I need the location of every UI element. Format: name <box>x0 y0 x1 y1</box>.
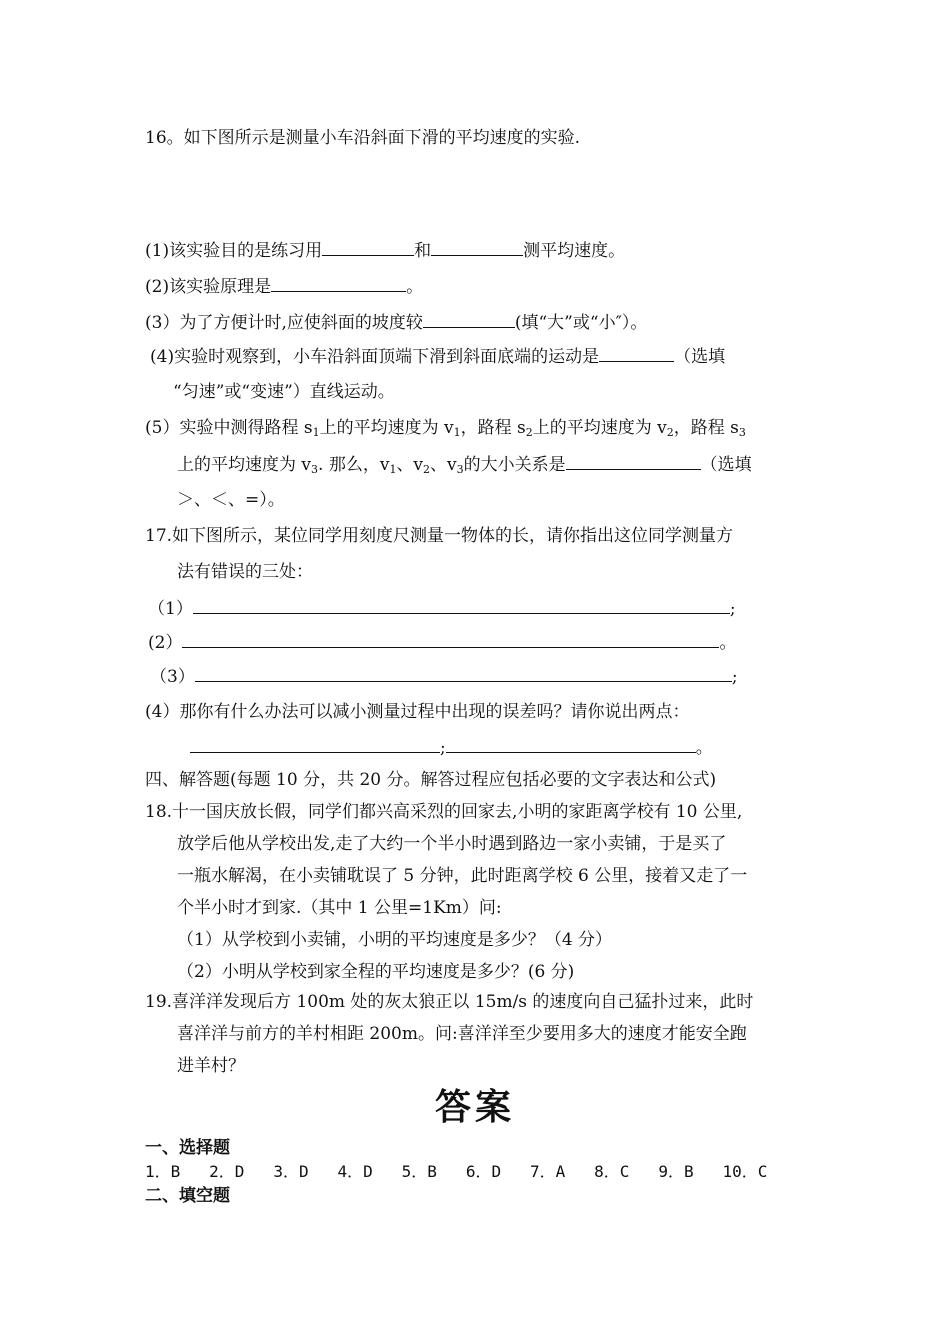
answer-blank[interactable] <box>195 664 732 682</box>
answer-blank[interactable] <box>431 238 523 256</box>
q16-part5-text: ，路程 s <box>673 418 739 438</box>
q16-part1-text: (1)该实验目的是练习用 <box>145 241 323 261</box>
q17-item4: (4）那你有什么办法可以减小测量过程中出现的误差吗？请你说出两点： <box>145 702 690 722</box>
q16-part5-options: ＞、＜、=）。 <box>177 490 285 510</box>
q16-part3 <box>145 310 647 335</box>
q17-item3 <box>150 664 738 689</box>
q17-title-cont: 法有错误的三处： <box>177 562 313 582</box>
q19-line: 喜洋洋与前方的羊村相距 200m。问:喜洋洋至少要用多大的速度才能安全跑 <box>177 1024 747 1044</box>
answer-blank[interactable] <box>423 310 515 328</box>
q16-part2-text: (2)该实验原理是 <box>145 277 272 297</box>
answer-title: 答案 <box>434 1087 515 1128</box>
q16-part5-text: 、v <box>430 455 457 475</box>
item-end: 。 <box>695 738 713 758</box>
q17-item1 <box>148 596 736 621</box>
item-number: （1） <box>148 599 193 619</box>
section-4-heading: 四、解答题(每题 10 分，共 20 分。解答过程应包括必要的文字表达和公式) <box>145 770 717 790</box>
q16-part2-end: 。 <box>406 277 424 297</box>
q16-part1-and: 和 <box>414 241 432 261</box>
item-end: ; <box>731 667 738 687</box>
q16-part5-text: ，路程 s <box>460 418 526 438</box>
q16-part4-cont: “匀速”或“变速”）直线运动。 <box>173 382 395 402</box>
q16-part5-text: 的大小关系是 <box>463 455 566 475</box>
answer-choices: 1．B 2．D 3．D 4．D 5．B 6．D 7．A 8．C 9．B 10．C <box>145 1162 768 1181</box>
answer-section-2: 二、填空题 <box>145 1186 230 1206</box>
q16-part5-hint: （选填 <box>700 455 752 475</box>
q16-part2 <box>145 274 423 299</box>
q18-line: 放学后他从学校出发,走了大约一个半小时遇到路边一家小卖铺，于是买了 <box>177 834 727 854</box>
item-number: （3） <box>150 667 195 687</box>
item-number: (2） <box>148 633 183 653</box>
q18-line: 一瓶水解渴，在小卖铺耽误了 5 分钟，此时距离学校 6 公里，接着又走了一 <box>177 866 748 886</box>
answer-blank[interactable] <box>190 735 440 753</box>
answer-blank[interactable] <box>271 274 406 292</box>
subscript: 1 <box>312 426 320 439</box>
answer-blank[interactable] <box>446 735 696 753</box>
q19-line: 19.喜洋洋发现后方 100m 处的灰太狼正以 15m/s 的速度向自己猛扑过来，此时 <box>145 992 754 1012</box>
subscript: 2 <box>666 426 674 439</box>
q16-part3-end: (填“大”或“小″）。 <box>514 313 648 333</box>
subscript: 1 <box>389 463 397 476</box>
answer-section-1: 一、选择题 <box>145 1138 230 1158</box>
answer-blank[interactable] <box>322 238 414 256</box>
q16-part3-text: (3）为了方便计时,应使斜面的坡度较 <box>145 313 423 333</box>
q16-part5-text: (5）实验中测得路程 s <box>145 418 313 438</box>
q16-part1-end: 测平均速度。 <box>523 241 626 261</box>
q17-title: 17.如下图所示，某位同学用刻度尺测量一物体的长，请你指出这位同学测量方 <box>145 526 734 546</box>
q19-line: 进羊村？ <box>177 1056 245 1076</box>
q16-part4-hint: （选填 <box>674 347 726 367</box>
subscript: 2 <box>525 426 533 439</box>
q16-part4-text: (4)实验时观察到，小车沿斜面顶端下滑到斜面底端的运动是 <box>150 347 600 367</box>
item-end: 。 <box>719 633 737 653</box>
q16-part5-text: 上的平均速度为 v <box>532 418 667 438</box>
q17-item2 <box>148 630 736 655</box>
q16-part5-cont <box>177 452 752 477</box>
q18-line: 18.十一国庆放长假，同学们都兴高采烈的回家去,小明的家距离学校有 10 公里, <box>145 802 743 822</box>
q18-line: 个半小时才到家.（其中 1 公里=1Km）问: <box>177 898 502 918</box>
subscript: 3 <box>738 426 746 439</box>
subscript: 2 <box>423 463 431 476</box>
q17-item4-answers <box>190 735 713 760</box>
q16-part5-text: . 那么，v <box>318 455 390 475</box>
q18-sub1: （1）从学校到小卖铺，小明的平均速度是多少？（4 分） <box>177 930 613 950</box>
q18-sub2: （2）小明从学校到家全程的平均速度是多少？(6 分) <box>177 962 575 982</box>
item-end: ; <box>729 599 736 619</box>
q16-part5-text: 、v <box>396 455 424 475</box>
answer-blank[interactable] <box>193 596 730 614</box>
q16-title: 16。如下图所示是测量小车沿斜面下滑的平均速度的实验. <box>145 128 581 148</box>
answer-blank[interactable] <box>599 344 674 362</box>
answer-blank[interactable] <box>566 452 701 470</box>
q16-part5-text: 上的平均速度为 v <box>177 455 312 475</box>
answer-blank[interactable] <box>182 630 719 648</box>
subscript: 3 <box>311 463 319 476</box>
q16-part5 <box>145 416 746 440</box>
q16-part5-text: 上的平均速度为 v <box>319 418 454 438</box>
subscript: 1 <box>453 426 461 439</box>
subscript: 3 <box>456 463 464 476</box>
q16-part1 <box>145 238 625 263</box>
item-sep: ; <box>440 738 446 758</box>
q16-part4 <box>150 344 725 369</box>
